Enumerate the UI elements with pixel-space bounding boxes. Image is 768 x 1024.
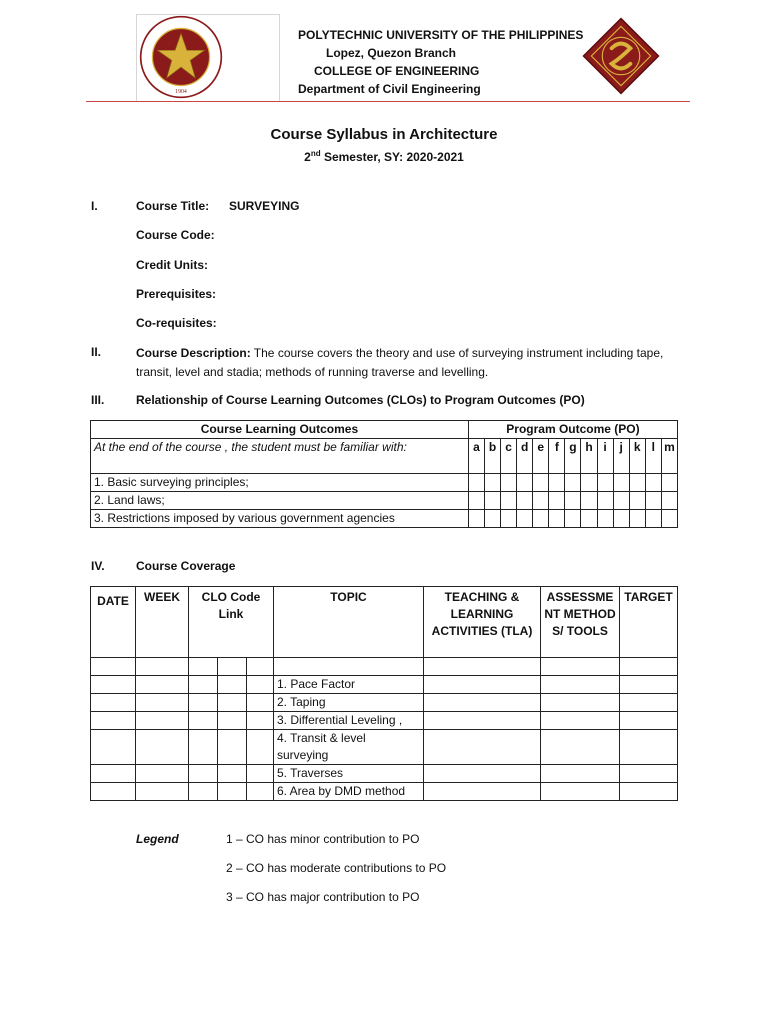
clo-row bbox=[91, 510, 678, 528]
clo-header: Course Learning Outcomes bbox=[91, 421, 469, 439]
legend-label: Legend bbox=[136, 832, 179, 846]
clo-row bbox=[91, 474, 678, 492]
week-header: WEEK bbox=[136, 587, 189, 658]
po-letter: m bbox=[661, 439, 677, 474]
po-letter: j bbox=[613, 439, 629, 474]
course-title-label: Course Title: bbox=[136, 199, 210, 213]
topic-cell: 6. Area by DMD method bbox=[274, 783, 424, 801]
clo-intro: At the end of the course , the student must be familiar with: bbox=[91, 439, 469, 474]
header-divider bbox=[86, 101, 690, 102]
clo-po-table bbox=[90, 420, 678, 528]
credit-units-label: Credit Units: bbox=[136, 258, 208, 272]
branch-name: Lopez, Quezon Branch bbox=[326, 46, 457, 60]
clo-text: 1. Basic surveying principles; bbox=[91, 474, 469, 492]
course-title-value: SURVEYING bbox=[229, 199, 300, 213]
po-letter: a bbox=[468, 439, 484, 474]
po-header: Program Outcome (PO) bbox=[468, 421, 677, 439]
topic-cell: 1. Pace Factor bbox=[274, 676, 424, 694]
po-letter: b bbox=[485, 439, 501, 474]
course-coverage-heading: Course Coverage bbox=[136, 559, 236, 573]
corequisites-label: Co-requisites: bbox=[136, 316, 217, 330]
po-letter: f bbox=[549, 439, 565, 474]
seal-year-text: 1904 bbox=[175, 89, 187, 96]
clo-text: 3. Restrictions imposed by various government agencies bbox=[91, 510, 469, 528]
clo-text: 2. Land laws; bbox=[91, 492, 469, 510]
prerequisites-label: Prerequisites: bbox=[136, 287, 217, 301]
tla-header: TEACHING & LEARNING ACTIVITIES (TLA) bbox=[424, 587, 541, 658]
legend-item: 3 – CO has major contribution to PO bbox=[226, 890, 420, 904]
target-header: TARGET bbox=[620, 587, 678, 658]
department-name: Department of Civil Engineering bbox=[298, 82, 481, 96]
course-description: Course Description: The course covers the theory and use of surveying instrument including tape, transit, level and stadia; methods of running traverse and levelling. bbox=[136, 346, 664, 379]
course-code-label: Course Code: bbox=[136, 228, 215, 242]
section-3-numeral: III. bbox=[91, 393, 105, 407]
section-4-numeral: IV. bbox=[91, 559, 105, 573]
topic-header: TOPIC bbox=[274, 587, 424, 658]
clo-row bbox=[91, 492, 678, 510]
po-letter: e bbox=[533, 439, 549, 474]
topic-cell: 3. Differential Leveling , bbox=[274, 712, 424, 730]
university-name: POLYTECHNIC UNIVERSITY OF THE PHILIPPINES bbox=[298, 28, 584, 42]
semester-subtitle: 2nd Semester, SY: 2020-2021 bbox=[304, 149, 464, 164]
section-2-numeral: II. bbox=[91, 345, 102, 359]
picE-seal-logo bbox=[582, 16, 660, 96]
po-letter: g bbox=[565, 439, 581, 474]
date-header: DATE bbox=[91, 587, 136, 658]
clo-po-heading: Relationship of Course Learning Outcomes (CLOs) to Program Outcomes (PO) bbox=[136, 393, 585, 407]
topic-cell: 5. Traverses bbox=[274, 765, 424, 783]
clo-code-header: CLO Code Link bbox=[189, 587, 274, 658]
po-letter: h bbox=[581, 439, 597, 474]
university-seal-logo bbox=[139, 15, 223, 99]
topic-cell: 4. Transit & level surveying bbox=[274, 730, 424, 765]
legend-item: 1 – CO has minor contribution to PO bbox=[226, 832, 420, 846]
assessment-header: ASSESSMENT METHODS/ TOOLS bbox=[541, 587, 620, 658]
po-letter: l bbox=[645, 439, 661, 474]
institution-header bbox=[278, 26, 588, 98]
topic-cell: 2. Taping bbox=[274, 694, 424, 712]
legend-item: 2 – CO has moderate contributions to PO bbox=[226, 861, 447, 875]
course-coverage-table bbox=[90, 586, 678, 801]
po-letter: i bbox=[597, 439, 613, 474]
po-letter: k bbox=[629, 439, 645, 474]
po-letter: d bbox=[517, 439, 533, 474]
college-name: COLLEGE OF ENGINEERING bbox=[314, 64, 480, 78]
document-title: Course Syllabus in Architecture bbox=[270, 126, 498, 143]
po-letter: c bbox=[501, 439, 517, 474]
section-1-numeral: I. bbox=[91, 199, 98, 213]
